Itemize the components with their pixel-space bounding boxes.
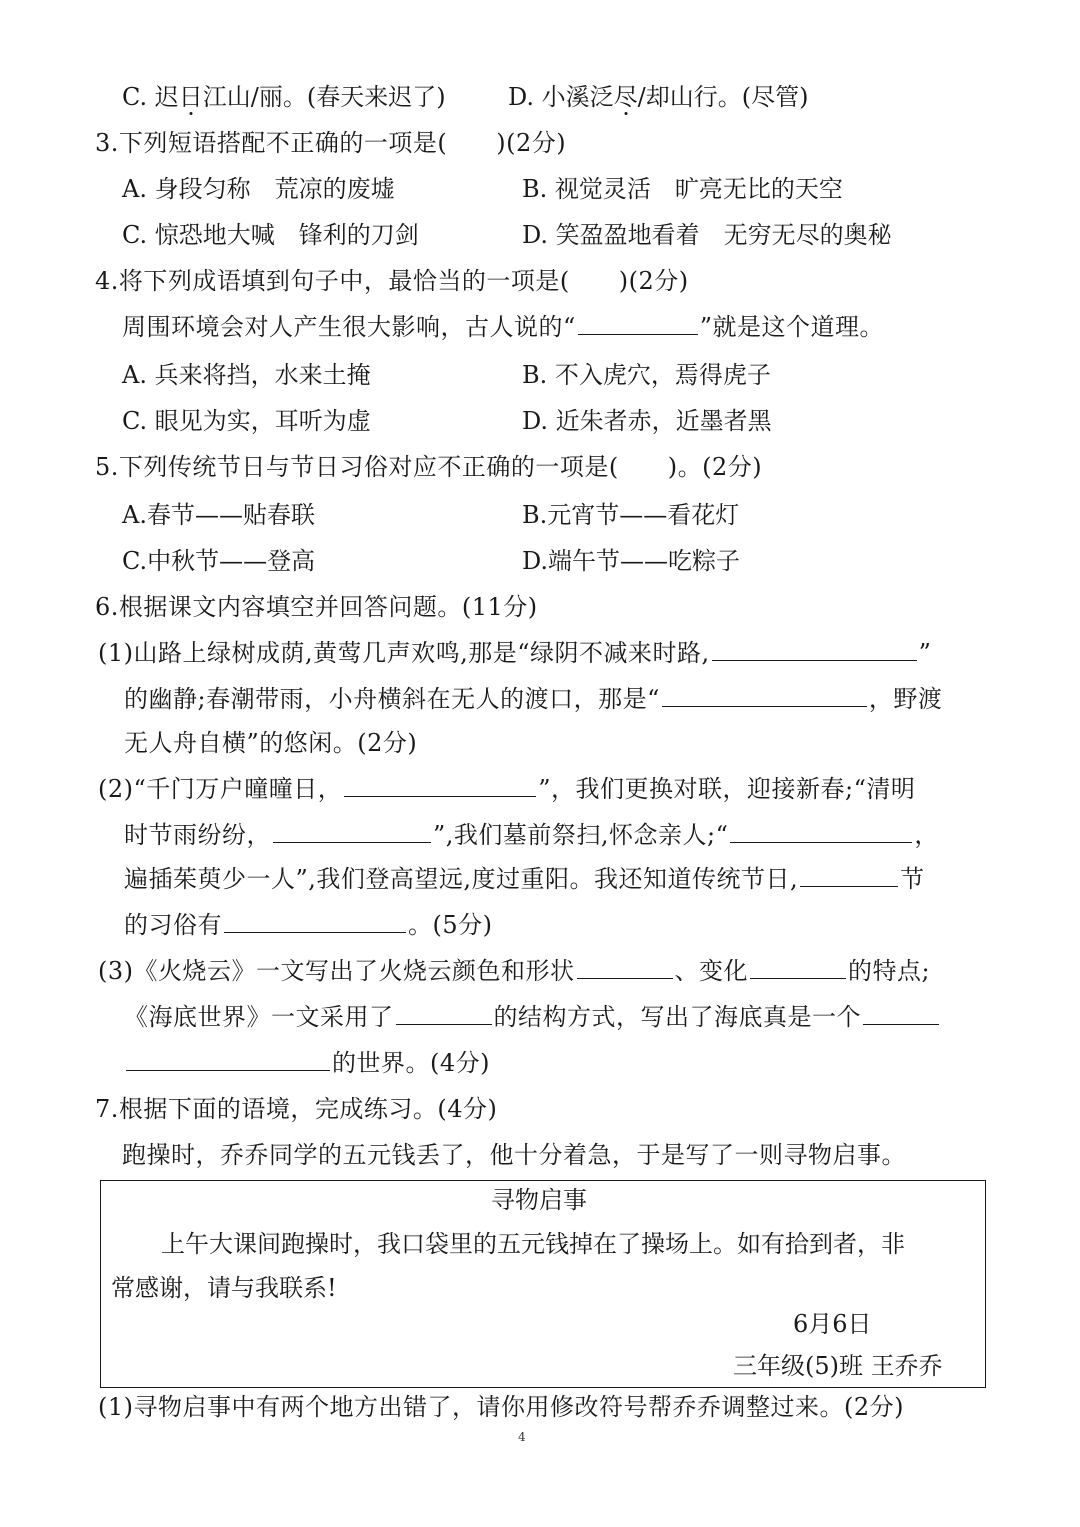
q6-p2-blank2[interactable] (273, 818, 431, 843)
q6-p3-l2-mid: 的结构方式，写出了海底真是一个 (493, 1003, 861, 1031)
q6-part2-line2 (124, 818, 939, 852)
q6-p2-l2-pre: 时节雨纷纷， (124, 821, 271, 849)
q4-option-d: D. 近朱者赤，近墨者黑 (522, 407, 772, 435)
q5-option-a: A.春节——贴春联 (122, 501, 315, 529)
q6-p1-l1-post: ” (918, 639, 932, 667)
q6-p2-blank3[interactable] (730, 818, 912, 843)
q6-p2-blank1[interactable] (344, 772, 536, 797)
q3-option-a: A. 身段匀称 荒凉的废墟 (122, 175, 395, 203)
q6-p2-l1-post: ”，我们更换对联，迎接新春;“清明 (538, 775, 916, 803)
notice-date: 6月6日 (793, 1310, 872, 1338)
q2-option-d (508, 80, 808, 114)
q4-stem: 4.将下列成语填到句子中，最恰当的一项是( )(2分) (95, 267, 689, 295)
q6-p2-l4-pre: 的习俗有 (124, 911, 222, 939)
q2-option-d-post: /却山行。(尽管) (637, 83, 809, 111)
q6-part3-line1 (98, 954, 930, 988)
q6-p3-blank1[interactable] (577, 954, 673, 979)
q6-part3-line2 (124, 1000, 941, 1034)
q6-part1-line3: 无人舟自横”的悠闲。(2分) (124, 729, 418, 757)
q6-part3-line3 (124, 1046, 490, 1080)
q6-part1-line1 (98, 636, 931, 670)
q6-p2-blank4[interactable] (800, 862, 898, 887)
q6-p1-l2-pre: 的幽静;春潮带雨，小舟横斜在无人的渡口，那是“ (124, 685, 660, 713)
q6-part2-line4 (124, 908, 493, 942)
q3-option-b: B. 视觉灵活 旷亮无比的天空 (522, 175, 843, 203)
q3-stem: 3.下列短语搭配不正确的一项是( )(2分) (95, 129, 567, 157)
q6-p2-l1-pre: (2)“千门万户曈曈日， (98, 775, 343, 803)
q2-option-d-pre: D. 小溪泛 (508, 83, 614, 111)
q4-option-b: B. 不入虎穴，焉得虎子 (522, 361, 771, 389)
q6-p3-l1-post: 的特点; (848, 957, 931, 985)
q6-part2-line1 (98, 772, 915, 806)
q6-p2-l4-post: 。(5分) (408, 911, 493, 939)
q6-p1-l2-post: ，野渡 (868, 685, 943, 713)
q2-option-c-post: 江山/丽。(春天来迟了) (202, 83, 446, 111)
q7-stem: 7.根据下面的语境，完成练习。(4分) (95, 1095, 498, 1123)
q2-option-c (122, 80, 446, 114)
q6-p3-l1-mid: 、变化 (674, 957, 748, 985)
q2-option-d-emph: 尽 (613, 83, 638, 111)
q3-option-c: C. 惊恐地大喊 锋利的刀剑 (122, 221, 419, 249)
q6-p2-l3-pre: 遍插茱萸少一人”,我们登高望远,度过重阳。我还知道传统节日, (124, 865, 799, 893)
q6-p3-blank4-cont[interactable] (126, 1046, 330, 1071)
lost-item-notice-box (100, 1180, 986, 1388)
q6-p2-l3-post: 节 (900, 865, 925, 893)
q4-blank[interactable] (578, 310, 698, 335)
q4-option-c: C. 眼见为实，耳听为虚 (122, 407, 371, 435)
q4-sentence-post: ”就是这个道理。 (699, 313, 885, 341)
q5-option-d: D.端午节——吃粽子 (522, 547, 741, 575)
notice-signature: 三年级(5)班 王乔乔 (733, 1352, 943, 1380)
q6-p1-blank2[interactable] (662, 682, 867, 707)
q6-p2-l2-mid: ”,我们墓前祭扫,怀念亲人;“ (433, 821, 729, 849)
q4-sentence (122, 310, 884, 344)
q6-part1-line2 (124, 682, 942, 716)
q4-option-a: A. 兵来将挡，水来土掩 (122, 361, 371, 389)
q6-p3-l2-pre: 《海底世界》一文采用了 (124, 1003, 394, 1031)
q2-option-c-emph: 日 (178, 83, 203, 111)
q6-p3-blank3[interactable] (396, 1000, 492, 1025)
q6-stem: 6.根据课文内容填空并回答问题。(11分) (95, 593, 538, 621)
q6-p2-blank5[interactable] (224, 908, 406, 933)
q6-p3-l1-pre: (3)《火烧云》一文写出了火烧云颜色和形状 (98, 957, 575, 985)
q6-p2-l2-post: ， (914, 821, 939, 849)
q6-part2-line3 (124, 862, 925, 896)
q6-p1-blank1[interactable] (712, 636, 917, 661)
notice-body-line1: 上午大课间跑操时，我口袋里的五元钱掉在了操场上。如有拾到者，非 (161, 1230, 905, 1258)
q7-sub1: (1)寻物启事中有两个地方出错了，请你用修改符号帮乔乔调整过来。(2分) (98, 1393, 904, 1421)
q4-sentence-pre: 周围环境会对人产生很大影响，古人说的“ (122, 313, 576, 341)
q7-context: 跑操时，乔乔同学的五元钱丢了，他十分着急，于是写了一则寻物启事。 (122, 1141, 906, 1169)
q6-p1-l1-pre: (1)山路上绿树成荫,黄莺几声欢鸣,那是“绿阴不减来时路, (98, 639, 710, 667)
q2-option-c-pre: C. 迟 (122, 83, 179, 111)
q5-option-b: B.元宵节——看花灯 (522, 501, 740, 529)
q3-option-d: D. 笑盈盈地看着 无穷无尽的奥秘 (522, 221, 892, 249)
q6-p3-blank4[interactable] (863, 1000, 939, 1025)
notice-body-line2: 常感谢，请与我联系! (111, 1274, 337, 1302)
notice-title: 寻物启事 (491, 1186, 587, 1214)
q6-p3-l3-post: 的世界。(4分) (332, 1049, 490, 1077)
page-number: 4 (518, 1430, 526, 1444)
q6-p3-blank2[interactable] (750, 954, 846, 979)
q5-option-c: C.中秋节——登高 (122, 547, 316, 575)
q5-stem: 5.下列传统节日与节日习俗对应不正确的一项是( )。(2分) (95, 453, 763, 481)
